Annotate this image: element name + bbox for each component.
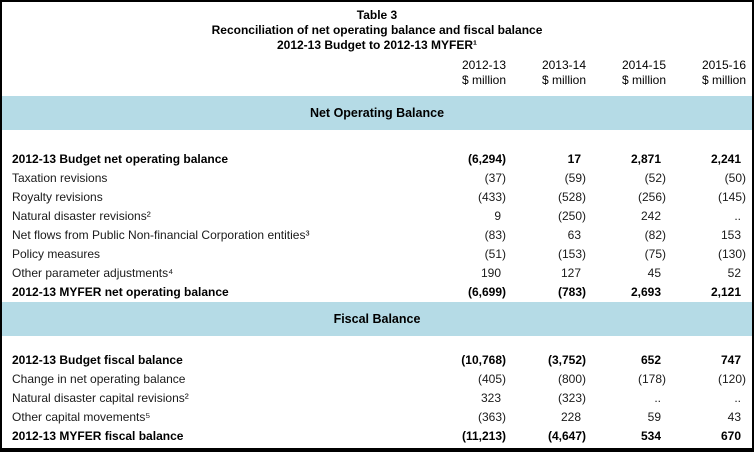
row-value: 43 (727, 410, 741, 424)
table-row (2, 283, 752, 302)
column-header-2014-15 (586, 58, 666, 88)
row-value: 242 (640, 209, 661, 223)
row-value: (783) (557, 285, 586, 299)
row-value: 59 (647, 410, 661, 424)
table-row (2, 245, 752, 264)
table-row (2, 427, 752, 446)
row-value: (50) (724, 171, 746, 185)
row-label: Policy measures (12, 247, 101, 261)
table-subtitle-line: 2012-13 Budget to 2012-13 MYFER¹ (276, 38, 478, 52)
row-value: 747 (720, 353, 741, 367)
row-value: (6,294) (467, 152, 506, 166)
row-value: .. (654, 391, 661, 405)
row-value: (37) (484, 171, 506, 185)
row-value: .. (734, 209, 741, 223)
table-row (2, 207, 752, 226)
row-value: 228 (560, 410, 581, 424)
row-value: 153 (720, 228, 741, 242)
row-value: (83) (484, 228, 506, 242)
row-value: (120) (717, 372, 746, 386)
row-label: Taxation revisions (12, 171, 108, 185)
fiscal-balance-rows (2, 351, 752, 446)
row-value: (4,647) (547, 429, 586, 443)
row-value: (6,699) (467, 285, 506, 299)
table-row (2, 169, 752, 188)
row-value: (75) (644, 247, 666, 261)
row-value: (528) (557, 190, 586, 204)
row-value: 9 (494, 209, 501, 223)
row-value: (153) (557, 247, 586, 261)
row-label: 2012-13 Budget fiscal balance (12, 353, 183, 367)
column-header-2012-13 (426, 58, 506, 88)
row-value: (250) (557, 209, 586, 223)
row-value: (51) (484, 247, 506, 261)
row-value: 2,693 (630, 285, 661, 299)
column-header-2015-16 (666, 58, 746, 88)
table-row (2, 188, 752, 207)
row-value: 52 (727, 266, 741, 280)
row-label: Natural disaster revisions² (12, 209, 151, 223)
table-title-line: Reconciliation of net operating balance and fiscal balance (211, 23, 543, 37)
row-label: Other parameter adjustments⁴ (12, 266, 174, 280)
row-value: .. (734, 391, 741, 405)
row-label: Change in net operating balance (12, 372, 186, 386)
row-value: (82) (644, 228, 666, 242)
row-value: 323 (480, 391, 501, 405)
row-value: (59) (564, 171, 586, 185)
row-value: (10,768) (461, 353, 506, 367)
table-row (2, 264, 752, 283)
column-unit: $ million (541, 73, 586, 87)
table-number: Table 3 (356, 8, 398, 22)
row-value: 2,871 (630, 152, 661, 166)
row-value: 190 (480, 266, 501, 280)
row-value: (130) (717, 247, 746, 261)
table-row (2, 408, 752, 427)
row-value: 17 (567, 152, 581, 166)
row-label: 2012-13 Budget net operating balance (12, 152, 229, 166)
row-value: 45 (647, 266, 661, 280)
row-value: (52) (644, 171, 666, 185)
column-headers (2, 58, 752, 88)
table-row (2, 370, 752, 389)
table-row (2, 351, 752, 370)
row-value: 534 (640, 429, 661, 443)
column-unit: $ million (461, 73, 506, 87)
row-value: (178) (637, 372, 666, 386)
row-label: Net flows from Public Non-financial Corporation entities³ (12, 228, 310, 242)
column-year: 2015-16 (701, 58, 746, 72)
row-value: (433) (477, 190, 506, 204)
section-heading-fiscal-balance: Fiscal Balance (2, 302, 752, 336)
table-row (2, 389, 752, 408)
table-row (2, 226, 752, 245)
row-value: (11,213) (461, 429, 506, 443)
row-value: 63 (567, 228, 581, 242)
row-label: Natural disaster capital revisions² (12, 391, 189, 405)
column-unit: $ million (701, 73, 746, 87)
column-header-2013-14 (506, 58, 586, 88)
table-title (2, 8, 752, 53)
section-heading-net-operating-balance: Net Operating Balance (2, 96, 752, 130)
row-value: (3,752) (547, 353, 586, 367)
row-value: 670 (720, 429, 741, 443)
row-label: 2012-13 MYFER fiscal balance (12, 429, 184, 443)
net-operating-balance-rows (2, 150, 752, 302)
row-value: 2,241 (710, 152, 741, 166)
row-value: (363) (477, 410, 506, 424)
row-value: (256) (637, 190, 666, 204)
column-year: 2014-15 (621, 58, 666, 72)
row-value: 652 (640, 353, 661, 367)
table-row (2, 150, 752, 169)
row-value: 127 (560, 266, 581, 280)
row-value: (323) (557, 391, 586, 405)
row-label: Other capital movements⁵ (12, 410, 151, 424)
column-unit: $ million (621, 73, 666, 87)
column-year: 2013-14 (541, 58, 586, 72)
row-label: Royalty revisions (12, 190, 103, 204)
row-value: (405) (477, 372, 506, 386)
row-label: 2012-13 MYFER net operating balance (12, 285, 229, 299)
row-value: 2,121 (710, 285, 741, 299)
column-year: 2012-13 (461, 58, 506, 72)
row-value: (145) (717, 190, 746, 204)
row-value: (800) (557, 372, 586, 386)
